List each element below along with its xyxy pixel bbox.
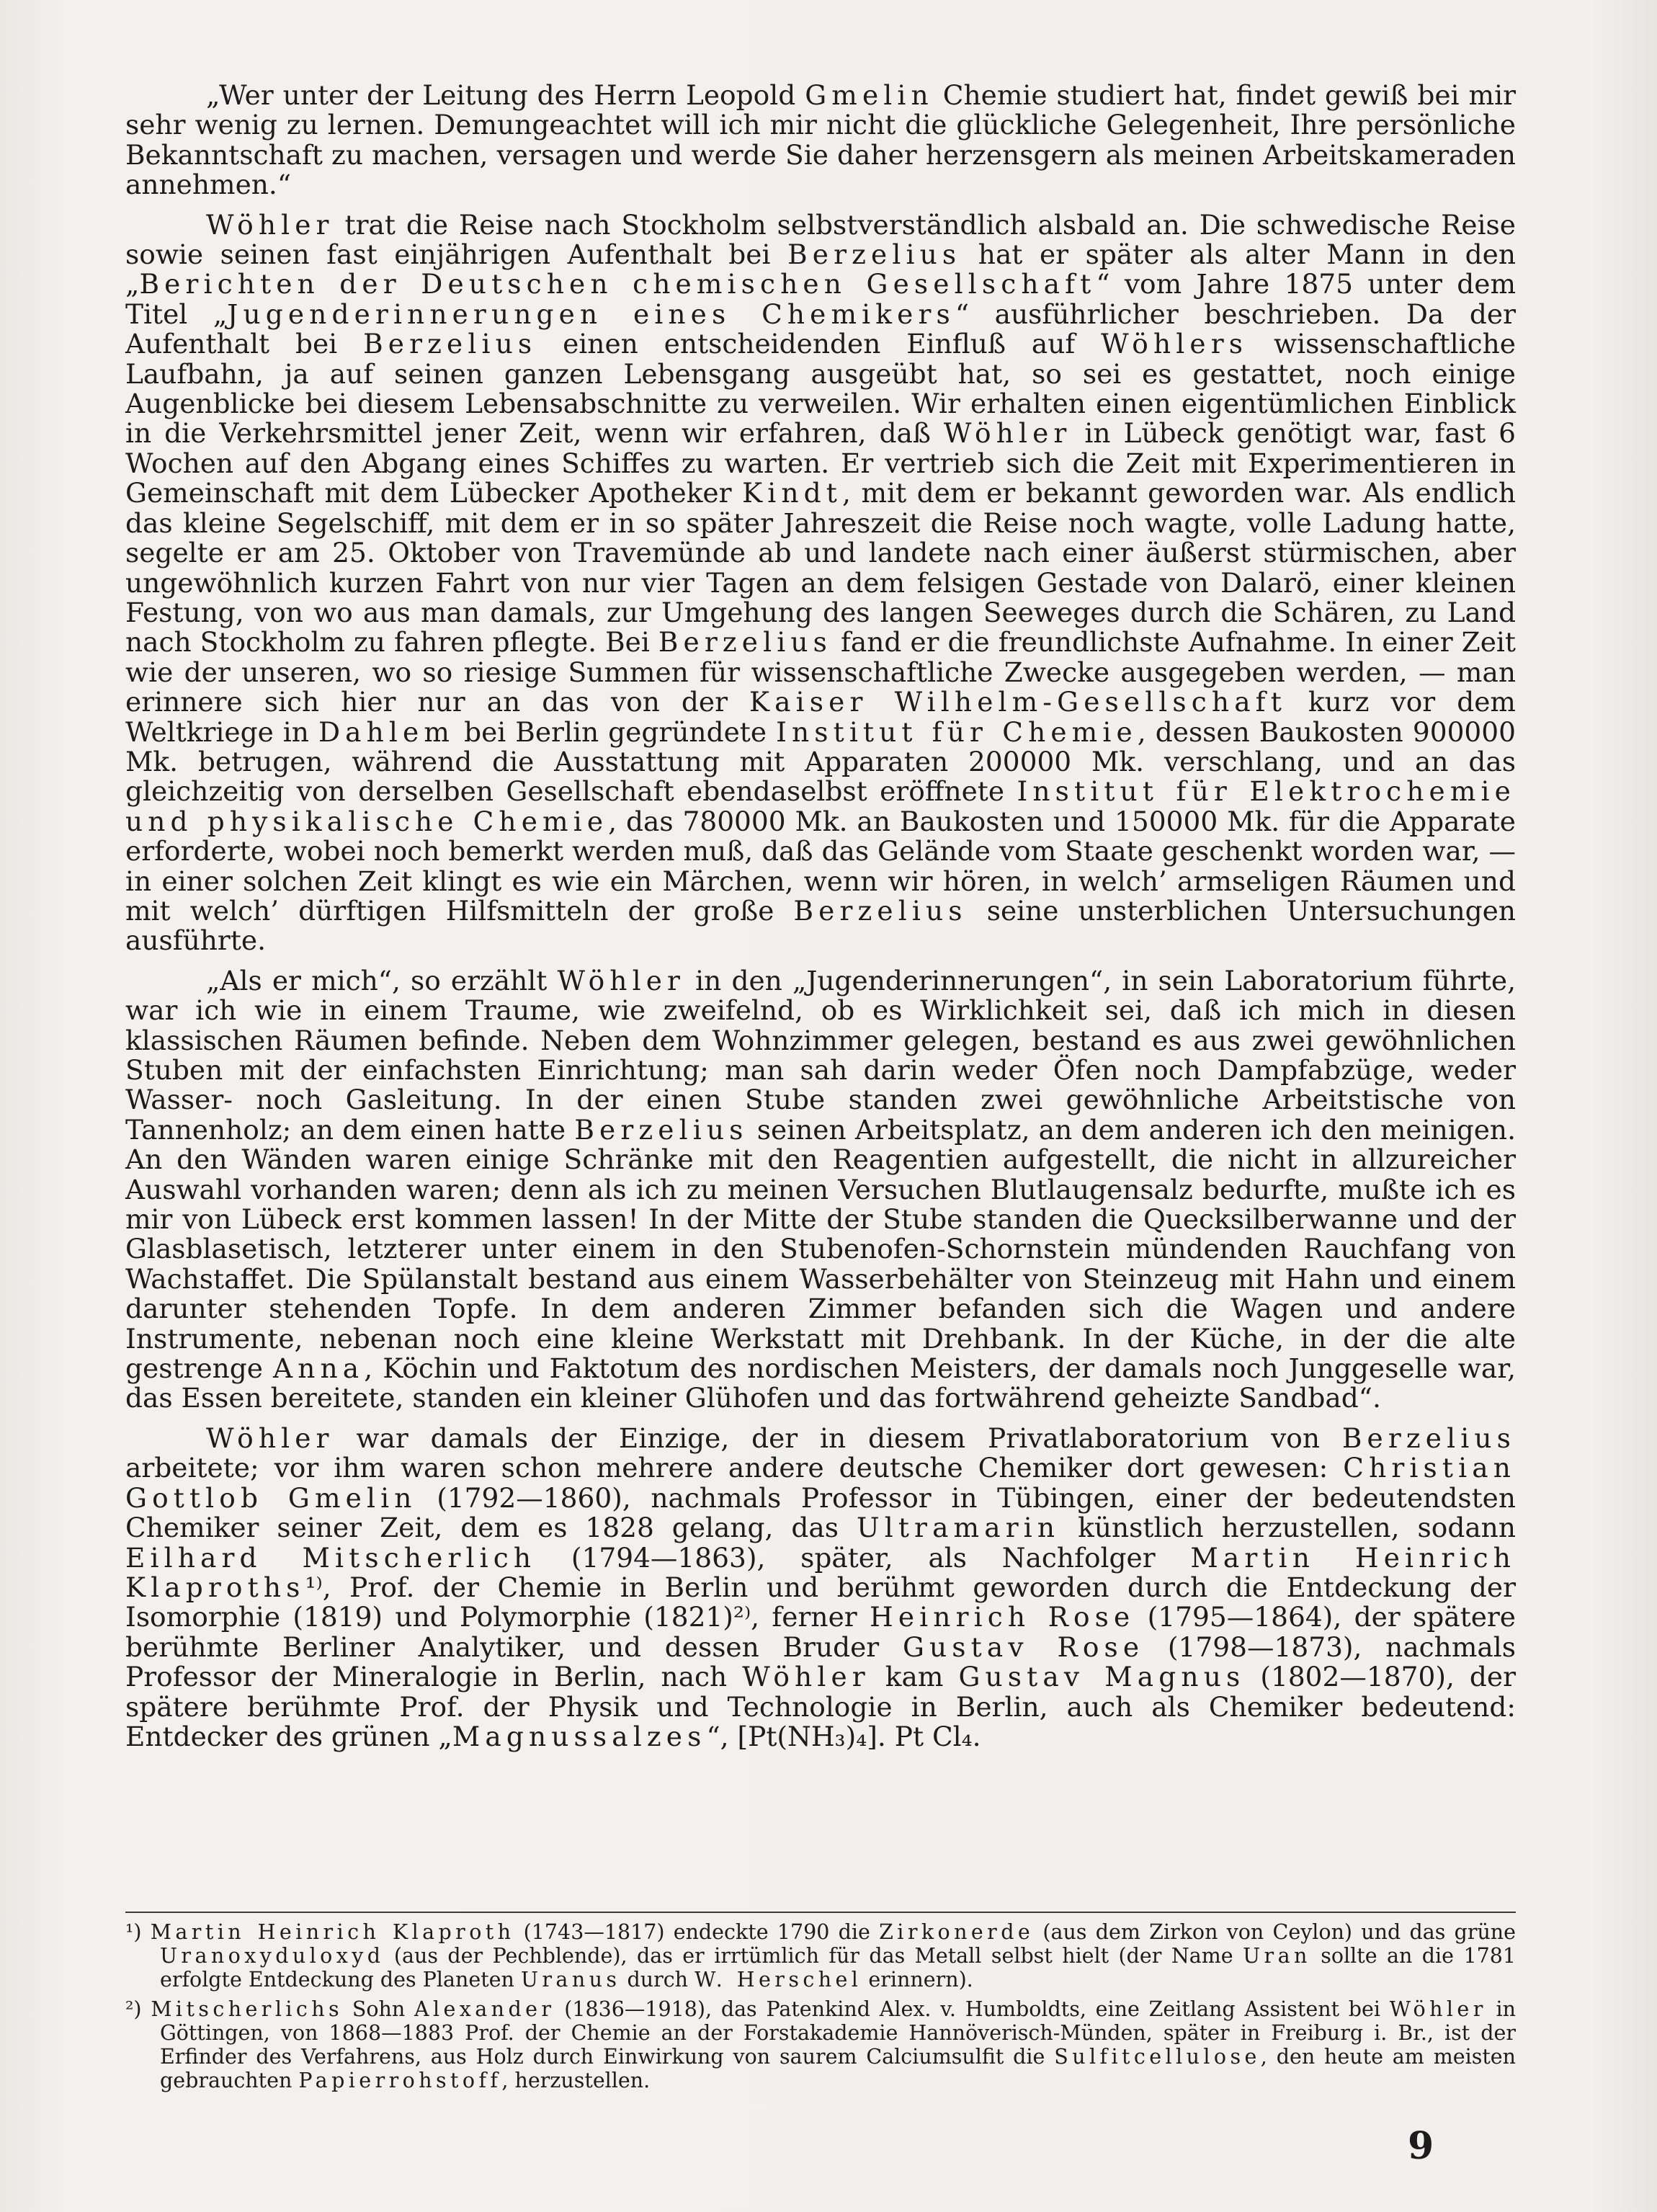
spaced-name: Institut für Chemie xyxy=(776,715,1138,748)
spaced-name: Kindt xyxy=(742,477,843,509)
spaced-name: Kaiser Wilhelm-Gesellschaft xyxy=(749,686,1287,718)
spaced-name: Magnussalzes xyxy=(452,1720,707,1752)
spaced-name: Jugenderinnerungen eines Chemikers xyxy=(227,298,955,330)
spaced-name: Berzelius xyxy=(787,238,962,271)
text-run: (1743—1817) endeckte 1790 die xyxy=(514,1920,880,1944)
text-run: trat die Reise nach Stockholm selbstverständlich alsbald an. Die schwedische Reise sowie seinen fast einjährigen Aufenthalt bei xyxy=(125,208,1516,271)
text-run: „Wer unter der Leitung des Herrn Leopold xyxy=(206,79,805,111)
text-run: , mit dem er bekannt geworden war. Als endlich das kleine Segelschiff, mit dem er in so später Jahreszeit die Reise noch wagte, volle Ladung hatte, segelte er am 25. Oktober von Travemünde ab und landete nach einer äußerst stürmischen, aber ungewöhnlich kurzen Fahrt von nur vier Tagen an dem felsigen Gestade von Dalarö, einer kleinen Festung, von wo aus man damals, zur Umgehung des langen Seeweges durch die Schären, zu Land nach Stockholm zu fahren pflegte. Bei xyxy=(125,477,1516,659)
spaced-name: Uranus xyxy=(520,1968,621,1992)
footnotes xyxy=(125,1912,1516,2098)
spaced-name: Wöhler xyxy=(206,208,334,241)
text-run: , dessen Baukosten 900000 Mk. betrugen, während die Ausstattung mit Apparaten 200000 Mk. verschlang, und an das gleichzeitig von derselben Gesellschaft ebendaselbst eröffnete xyxy=(125,715,1516,808)
spaced-name: Berzelius xyxy=(574,1113,749,1146)
spaced-name: W. Herschel xyxy=(694,1968,862,1992)
text-run: (1802—1870), der spätere berühmte Prof. der Physik und Technologie in Berlin, auch als Chemiker bedeutend: Entdecker des grünen „ xyxy=(125,1661,1517,1752)
text-run: “ vom Jahre 1875 unter dem Titel „ xyxy=(125,268,1517,330)
spaced-name: Wöhler xyxy=(206,1422,334,1454)
text-run: Chemie studiert hat, findet gewiß bei mir sehr wenig zu lernen. Demungeachtet will ich mir nicht die glückliche Gelegenheit, Ihre persönliche Bekanntschaft zu machen, versagen und werde Sie daher herzensgern als meinen Arbeitskameraden annehmen.“ xyxy=(125,79,1517,201)
paragraph xyxy=(125,966,1516,1414)
text-run: Sohn xyxy=(343,1997,414,2021)
text-run: seinen Arbeitsplatz, an dem anderen ich den meinigen. An den Wänden waren einige Schränke mit den Reagentien aufgestellt, die nicht in allzureicher Auswahl vorhanden waren; denn als ich zu meinen Versuchen Blutlaugensalz bedurfte, mußte ich es mir von Lübeck erst kommen lassen! In der Mitte der Stube standen die Quecksilberwanne und der Glasblasetisch, letzterer unter einem in den Stubenofen-Schornstein mündenden Rauchfang von Wachstaffet. Die Spülanstalt bestand aus einem Wasserbehälter von Steinzeug mit Hahn und einem darunter stehenden Topfe. In dem anderen Zimmer befanden sich die Wagen und andere Instrumente, nebenan noch eine kleine Werkstatt mit Drehbank. In der Küche, in der die alte gestrenge xyxy=(125,1113,1516,1385)
text-run: seine unsterblichen Untersuchungen ausführte. xyxy=(125,894,1516,957)
spaced-name: Berzelius xyxy=(658,626,832,659)
footnote-ref: ²⁾ xyxy=(733,1601,751,1633)
paragraph xyxy=(125,210,1516,956)
footnote-ref: ¹⁾ xyxy=(305,1571,323,1603)
paragraph xyxy=(125,81,1516,200)
spaced-name: Papierrohstoff xyxy=(298,2069,502,2092)
spaced-name: Wöhler xyxy=(557,964,686,996)
text-run: (1798—1873), nachmals Professor der Mineralogie in Berlin, nach xyxy=(125,1631,1516,1693)
text-run: „Als er mich“, so erzählt xyxy=(206,964,558,996)
spaced-name: Berzelius xyxy=(363,328,537,360)
spaced-name: Uran xyxy=(1243,1944,1311,1968)
spaced-name: Wöhler xyxy=(943,417,1072,450)
text-run: in Göttingen, von 1868—1883 Prof. der Chemie an der Forstakademie Hannöverisch-Münden, später in Freiburg i. Br., ist der Erfinder des Verfahrens, aus Holz durch Einwirkung von saurem Calciumsulfit die xyxy=(160,1997,1516,2069)
text-run: hat er später als alter Mann in den „ xyxy=(125,238,1516,300)
spaced-name: Wöhlers xyxy=(1101,328,1249,360)
spaced-name: Mitscherlichs xyxy=(151,1997,344,2021)
text-run: (1836—1918), das Patenkind Alex. v. Humboldts, eine Zeitlang Assistent bei xyxy=(555,1997,1390,2021)
paragraph xyxy=(125,1424,1516,1752)
spaced-name: Gustav Rose xyxy=(902,1631,1145,1663)
spaced-name: Gmelin xyxy=(805,79,934,111)
text-run: in Lübeck genötigt war, fast 6 Wochen auf den Abgang eines Schiffes zu warten. Er vertrieb sich die Zeit mit Experimentieren in Gemeinschaft mit dem Lübecker Apotheker xyxy=(125,417,1516,509)
spaced-name: Zirkonerde xyxy=(879,1920,1035,1944)
spaced-name: Ultramarin xyxy=(856,1512,1060,1544)
text-run: “, [Pt(NH₃)₄]. Pt Cl₄. xyxy=(706,1720,981,1752)
spaced-name: Alexander xyxy=(414,1997,555,2021)
body-text xyxy=(125,81,1516,1752)
text-run: (1795—1864), der spätere berühmte Berliner Analytiker, und dessen Bruder xyxy=(125,1601,1517,1663)
footnote xyxy=(125,1997,1516,2092)
text-run: arbeitete; vor ihm waren schon mehrere andere deutsche Chemiker dort gewesen: xyxy=(125,1452,1344,1484)
text-run: kurz vor dem Weltkriege in xyxy=(125,686,1516,748)
spaced-name: Anna xyxy=(273,1352,365,1385)
text-run: einen entscheidenden Einfluß auf xyxy=(537,328,1102,360)
text-run: , das 780000 Mk. an Baukosten und 150000 Mk. für die Apparate erforderte, wobei noch bemerkt werden muß, daß das Gelände vom Staate geschenkt worden war, — in einer solchen Zeit klingt es wie ein Märchen, wenn wir hören, in welch’ armseligen Räumen und mit welch’ dürftigen Hilfsmitteln der große xyxy=(125,805,1516,927)
text-run: in den „Jugenderinnerungen“, in sein Laboratorium führte, war ich wie in einem Traume, wie zweifelnd, ob es Wirklichkeit sei, daß ich mich in diesen klassischen Räumen befinde. Neben dem Wohnzimmer gelegen, bestand es aus zwei gewöhnlichen Stuben mit der einfachsten Einrichtung; man sah darin weder Öfen noch Dampfabzüge, weder Wasser- noch Gasleitung. In der einen Stube standen zwei gewöhnliche Arbeitstische von Tannenholz; an dem einen hatte xyxy=(125,964,1516,1146)
text-run: (aus der Pechblende), das er irrtümlich für das Metall selbst hielt (der Name xyxy=(384,1944,1243,1968)
spaced-name: Martin Heinrich Klaproth xyxy=(150,1920,515,1944)
text-run: bei Berlin gegründete xyxy=(455,715,777,748)
spaced-name: Wöhler xyxy=(1389,1997,1487,2021)
text-run: künstlich herzustellen, sodann xyxy=(1060,1512,1516,1544)
text-run: ²) xyxy=(125,1997,151,2021)
text-run: durch xyxy=(620,1968,695,1992)
text-run: erinnern). xyxy=(862,1968,973,1992)
spaced-name: Christian Gottlob Gmelin xyxy=(125,1452,1516,1514)
text-run: kam xyxy=(870,1661,959,1693)
page-number: 9 xyxy=(1408,2124,1434,2168)
text-run: sollte an die 1781 erfolgte Entdeckung des Planeten xyxy=(160,1944,1516,1992)
text-run: , Prof. der Chemie in Berlin und berühmt geworden durch die Entdeckung der Isomorphie (1819) und Polymorphie (1821) xyxy=(125,1571,1516,1633)
spaced-name: Dahlem xyxy=(318,715,455,748)
spaced-name: Berichten der Deutschen chemischen Gesellschaft xyxy=(139,268,1097,300)
text-run: war damals der Einzige, der in diesem Privatlaboratorium von xyxy=(334,1422,1342,1454)
spaced-name: Martin Heinrich Klaproths xyxy=(125,1541,1516,1603)
spaced-name: Berzelius xyxy=(1341,1422,1516,1454)
footnote xyxy=(125,1920,1516,1992)
spaced-name: Eilhard Mitscherlich xyxy=(125,1541,537,1574)
text-run: , ferner xyxy=(751,1601,870,1633)
text-run: fand er die freundlichste Aufnahme. In einer Zeit wie der unseren, wo so riesige Summen für wissenschaftliche Zwecke ausgegeben werden, — man erinnere sich hier nur an das von der xyxy=(125,626,1516,718)
text-run: , herzustellen. xyxy=(501,2069,651,2092)
text-run: ¹) xyxy=(125,1920,151,1944)
text-run: “ ausführlicher beschrieben. Da der Aufenthalt bei xyxy=(125,298,1517,360)
text-run: (1794—1863), später, als Nachfolger xyxy=(536,1541,1191,1574)
text-run: wissenschaftliche Laufbahn, ja auf seinen ganzen Lebensgang ausgeübt hat, so sei es gestattet, noch einige Augenblicke bei diesem Lebensabschnitte zu verweilen. Wir erhalten einen eigentümlichen Einblick in die Verkehrsmittel jener Zeit, wenn wir erfahren, daß xyxy=(125,328,1516,450)
spaced-name: Berzelius xyxy=(793,894,968,927)
spaced-name: Gustav Magnus xyxy=(958,1661,1246,1693)
spaced-name: Heinrich Rose xyxy=(870,1601,1135,1633)
text-run: (1792—1860), nachmals Professor in Tübingen, einer der bedeutendsten Chemiker seiner Zeit, dem es 1828 gelang, das xyxy=(125,1481,1516,1544)
text-run: , Köchin und Faktotum des nordischen Meisters, der damals noch Junggeselle war, das Essen bereitete, standen ein kleiner Glühofen und das fortwährend geheizte Sandbad“. xyxy=(125,1352,1516,1414)
text-run: , den heute am meisten gebrauchten xyxy=(160,2045,1517,2092)
spaced-name: Uranoxyduloxyd xyxy=(160,1944,385,1968)
text-run: (aus dem Zirkon von Ceylon) und das grüne xyxy=(1034,1920,1517,1944)
spaced-name: Sulfitcellulose xyxy=(1054,2045,1261,2069)
spaced-name: Institut für Elektrochemie und physikalische Chemie xyxy=(125,775,1516,837)
spaced-name: Wöhler xyxy=(742,1661,870,1693)
